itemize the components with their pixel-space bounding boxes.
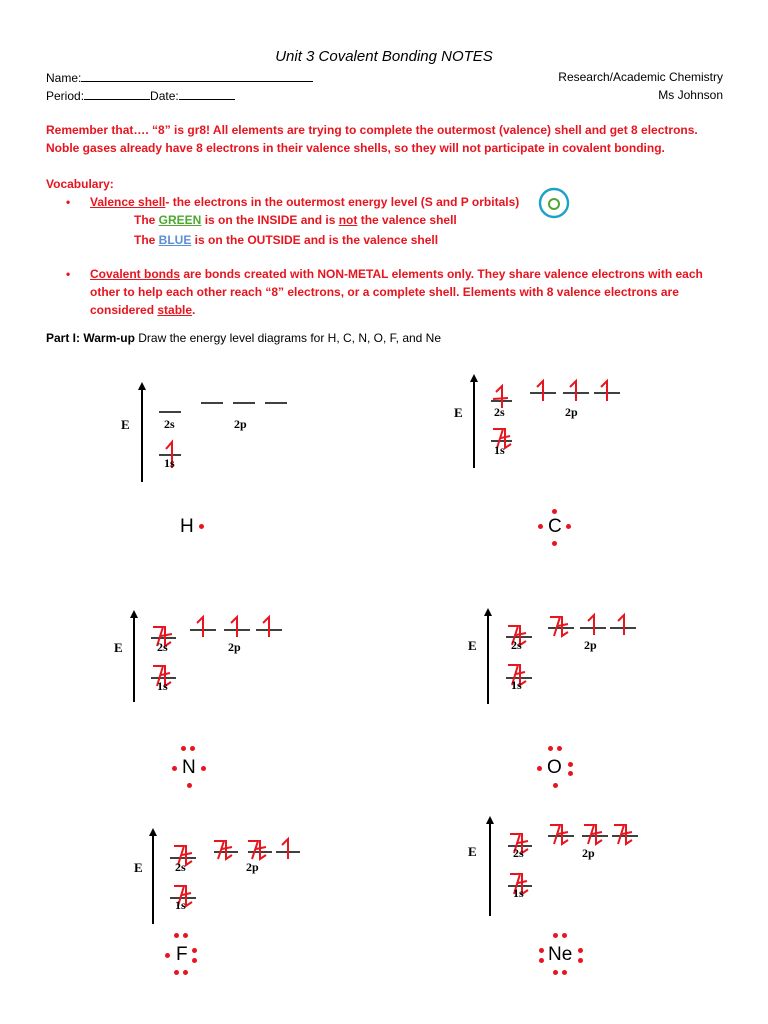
period-date-row bbox=[46, 87, 235, 105]
valence-electron-dot bbox=[552, 541, 557, 546]
energy-level-lines bbox=[108, 606, 298, 706]
energy-level-lines bbox=[458, 812, 648, 922]
2s-label: 2s bbox=[175, 860, 186, 874]
green-word: GREEN bbox=[158, 213, 202, 227]
2s-label: 2s bbox=[157, 640, 168, 654]
bullet-icon: • bbox=[66, 195, 71, 209]
1s-label: 1s bbox=[175, 898, 186, 912]
axis-label: E bbox=[454, 405, 463, 420]
valence-electron-dot bbox=[192, 958, 197, 963]
valence-electron-dot bbox=[539, 948, 544, 953]
2p-label: 2p bbox=[246, 860, 259, 874]
valence-electron-dot bbox=[568, 762, 573, 767]
valence-electron-dot bbox=[566, 524, 571, 529]
2s-label: 2s bbox=[513, 846, 524, 860]
axis-label: E bbox=[134, 860, 143, 875]
2p-label: 2p bbox=[228, 640, 241, 654]
part1-instruction: Draw the energy level diagrams for H, C, N, O, F, and Ne bbox=[134, 331, 442, 345]
valence-electron-dot bbox=[562, 970, 567, 975]
2s-label: 2s bbox=[511, 638, 522, 652]
valence-electron-dot bbox=[183, 933, 188, 938]
covalent-term: Covalent bonds bbox=[90, 267, 181, 281]
valence-electron-dot bbox=[562, 933, 567, 938]
valence-electron-dot bbox=[553, 783, 558, 788]
valence-term: Valence shell bbox=[90, 195, 166, 209]
element-symbol-f: F bbox=[176, 944, 188, 965]
valence-electron-dot bbox=[578, 958, 583, 963]
axis-label: E bbox=[114, 640, 123, 655]
energy-level-lines bbox=[130, 824, 315, 929]
intro-line-2: Noble gases already have 8 electrons in their valence shells, so they will not participate in covalent bonding. bbox=[46, 141, 665, 155]
name-field[interactable] bbox=[81, 69, 313, 82]
energy-diagram-ne bbox=[458, 812, 648, 922]
valence-electron-dot bbox=[174, 970, 179, 975]
energy-level-lines bbox=[448, 604, 638, 704]
name-row bbox=[46, 69, 313, 87]
axis-label: E bbox=[468, 638, 477, 653]
blue-line: The BLUE is on the OUTSIDE and is the valence shell bbox=[134, 233, 439, 247]
valence-electron-dot bbox=[552, 509, 557, 514]
vocab-heading: Vocabulary: bbox=[46, 177, 114, 191]
element-symbol-ne: Ne bbox=[548, 944, 573, 965]
period-field[interactable] bbox=[84, 87, 150, 100]
intro-line-1: Remember that…. “8” is gr8! All elements are trying to complete the outermost (valence) shell and get 8 electrons. bbox=[46, 123, 698, 137]
element-symbol-c: C bbox=[548, 516, 562, 537]
1s-label: 1s bbox=[494, 443, 505, 457]
energy-diagram-h bbox=[115, 372, 295, 487]
valence-electron-dot bbox=[181, 746, 186, 751]
valence-electron-dot bbox=[201, 766, 206, 771]
1s-label: 1s bbox=[164, 456, 175, 470]
valence-electron-dot bbox=[578, 948, 583, 953]
valence-electron-dot bbox=[537, 766, 542, 771]
energy-diagram-o bbox=[448, 604, 638, 704]
valence-electron-dot bbox=[165, 953, 170, 958]
valence-electron-dot bbox=[183, 970, 188, 975]
shell-doodle-icon bbox=[537, 186, 571, 220]
1s-label: 1s bbox=[157, 679, 168, 693]
name-label: Name: bbox=[46, 71, 82, 85]
energy-level-lines bbox=[115, 372, 295, 487]
period-label: Period: bbox=[46, 89, 85, 103]
date-field[interactable] bbox=[179, 87, 235, 100]
2p-label: 2p bbox=[565, 405, 578, 419]
valence-electron-dot bbox=[557, 746, 562, 751]
page-title: Unit 3 Covalent Bonding NOTES bbox=[275, 48, 493, 65]
axis-label: E bbox=[468, 844, 477, 859]
bullet-icon: • bbox=[66, 267, 71, 281]
2s-label: 2s bbox=[164, 417, 175, 431]
energy-diagram-f bbox=[130, 824, 315, 929]
2p-label: 2p bbox=[584, 638, 597, 652]
1s-label: 1s bbox=[513, 886, 524, 900]
covalent-bonds-def: Covalent bonds are bonds created with NON-METAL elements only. They share valence electrons with each other to help each other reach “8” electrons, or a complete shell. Elements with 8 valence electrons are considered stable. bbox=[90, 267, 703, 317]
teacher-name: Ms Johnson bbox=[658, 88, 723, 102]
valence-electron-dot bbox=[553, 970, 558, 975]
valence-electron-dot bbox=[192, 948, 197, 953]
valence-electron-dot bbox=[538, 524, 543, 529]
element-symbol-h: H bbox=[180, 516, 194, 537]
blue-word: BLUE bbox=[158, 233, 192, 247]
axis-label: E bbox=[121, 417, 130, 432]
part1-heading bbox=[46, 331, 441, 345]
course-name: Research/Academic Chemistry bbox=[558, 70, 723, 84]
valence-shell-def: Valence shell- the electrons in the outermost energy level (S and P orbitals) bbox=[90, 195, 520, 209]
energy-level-lines bbox=[448, 368, 628, 468]
valence-electron-dot bbox=[568, 771, 573, 776]
valence-electron-dot bbox=[539, 958, 544, 963]
element-symbol-n: N bbox=[182, 757, 196, 778]
valence-electron-dot bbox=[548, 746, 553, 751]
valence-electron-dot bbox=[199, 524, 204, 529]
valence-electron-dot bbox=[172, 766, 177, 771]
valence-electron-dot bbox=[174, 933, 179, 938]
valence-electron-dot bbox=[553, 933, 558, 938]
2p-label: 2p bbox=[234, 417, 247, 431]
energy-diagram-n bbox=[108, 606, 298, 706]
energy-diagram-c bbox=[448, 368, 628, 468]
valence-electron-dot bbox=[190, 746, 195, 751]
valence-electron-dot bbox=[187, 783, 192, 788]
2p-label: 2p bbox=[582, 846, 595, 860]
2s-label: 2s bbox=[494, 405, 505, 419]
green-line: The GREEN is on the INSIDE and is not the valence shell bbox=[134, 213, 457, 227]
date-label: Date: bbox=[150, 89, 179, 103]
1s-label: 1s bbox=[511, 678, 522, 692]
part1-label: Part I: Warm-up bbox=[46, 331, 135, 345]
element-symbol-o: O bbox=[547, 757, 562, 778]
